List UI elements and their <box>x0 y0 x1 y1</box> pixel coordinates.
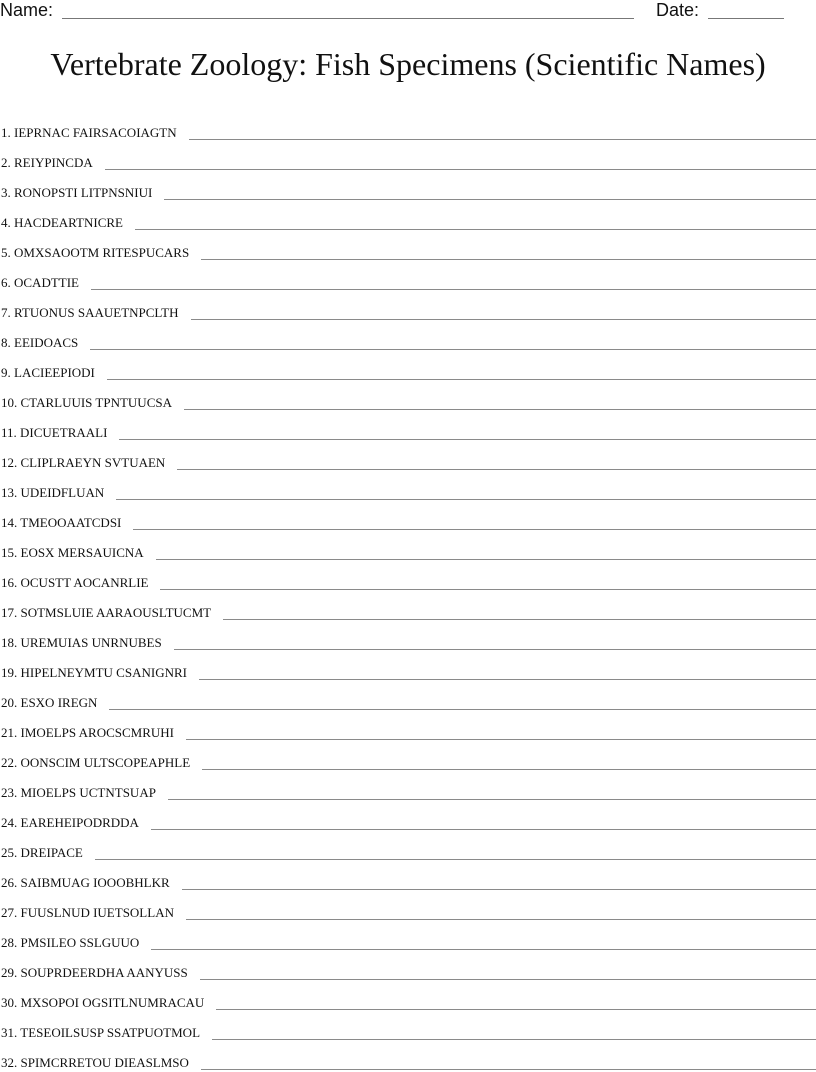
answer-line[interactable] <box>105 169 816 170</box>
question-number: 29. <box>1 965 18 980</box>
question-text <box>0 1025 200 1042</box>
question-text <box>0 575 148 592</box>
question-text <box>0 365 95 382</box>
question-row <box>0 982 816 1012</box>
question-row <box>0 442 816 472</box>
question-number: 7. <box>1 305 11 320</box>
question-number: 27. <box>1 905 18 920</box>
answer-line[interactable] <box>201 259 816 260</box>
question-row <box>0 472 816 502</box>
question-row <box>0 892 816 922</box>
question-number: 21. <box>1 725 18 740</box>
question-text <box>0 725 174 742</box>
question-text <box>0 485 104 502</box>
question-row <box>0 172 816 202</box>
question-row <box>0 832 816 862</box>
question-text <box>0 665 187 682</box>
question-number: 17. <box>1 605 18 620</box>
answer-line[interactable] <box>91 289 816 290</box>
scrambled-word: MXSOPOI OGSITLNUMRACAU <box>20 995 205 1010</box>
question-text <box>0 425 107 442</box>
question-text <box>0 545 144 562</box>
answer-line[interactable] <box>107 379 816 380</box>
question-number: 30. <box>1 995 18 1010</box>
question-number: 31. <box>1 1025 18 1040</box>
question-text <box>0 605 211 622</box>
question-row <box>0 682 816 712</box>
question-text <box>0 185 152 202</box>
question-number: 19. <box>1 665 18 680</box>
answer-line[interactable] <box>164 199 816 200</box>
question-text <box>0 635 162 652</box>
question-row <box>0 202 816 232</box>
question-text <box>0 245 189 262</box>
answer-line[interactable] <box>151 829 816 830</box>
question-text <box>0 155 93 172</box>
answer-line[interactable] <box>177 469 816 470</box>
question-row <box>0 322 816 352</box>
question-number: 12. <box>1 455 18 470</box>
question-number: 8. <box>1 335 11 350</box>
question-text <box>0 935 139 952</box>
answer-line[interactable] <box>216 1009 816 1010</box>
question-number: 2. <box>1 155 11 170</box>
scrambled-word: OCADTTIE <box>14 275 79 290</box>
scrambled-word: TESEOILSUSP SSATPUOTMOL <box>20 1025 201 1040</box>
question-number: 15. <box>1 545 18 560</box>
question-number: 6. <box>1 275 11 290</box>
question-number: 13. <box>1 485 18 500</box>
date-field-line[interactable] <box>708 18 784 19</box>
answer-line[interactable] <box>160 589 816 590</box>
question-row <box>0 232 816 262</box>
question-text <box>0 215 123 232</box>
answer-line[interactable] <box>223 619 816 620</box>
name-label: Name: <box>0 0 54 20</box>
question-number: 1. <box>1 125 11 140</box>
answer-line[interactable] <box>202 769 816 770</box>
question-row <box>0 292 816 322</box>
scrambled-word: MIOELPS UCTNTSUAP <box>20 785 156 800</box>
question-number: 10. <box>1 395 18 410</box>
question-number: 25. <box>1 845 18 860</box>
answer-line[interactable] <box>116 499 816 500</box>
question-row <box>0 1042 816 1072</box>
scrambled-word: PMSILEO SSLGUUO <box>20 935 140 950</box>
question-text <box>0 755 190 772</box>
question-text <box>0 785 156 802</box>
question-number: 5. <box>1 245 11 260</box>
answer-line[interactable] <box>200 979 816 980</box>
question-row <box>0 922 816 952</box>
question-text <box>0 335 78 352</box>
question-number: 4. <box>1 215 11 230</box>
question-row <box>0 352 816 382</box>
scrambled-word: CLIPLRAEYN SVTUAEN <box>20 455 166 470</box>
question-row <box>0 562 816 592</box>
question-text <box>0 125 177 142</box>
scrambled-word: SOUPRDEERDHA AANYUSS <box>20 965 188 980</box>
answer-line[interactable] <box>95 859 816 860</box>
answer-line[interactable] <box>212 1039 816 1040</box>
question-row <box>0 772 816 802</box>
scrambled-word: DICUETRAALI <box>20 425 108 440</box>
scrambled-word: EOSX MERSAUICNA <box>20 545 144 560</box>
question-row <box>0 652 816 682</box>
scrambled-word: IEPRNAC FAIRSACOIAGTN <box>14 125 177 140</box>
answer-line[interactable] <box>189 139 816 140</box>
answer-line[interactable] <box>199 679 816 680</box>
question-text <box>0 845 83 862</box>
question-row <box>0 502 816 532</box>
scrambled-word: SPIMCRRETOU DIEASLMSO <box>20 1055 189 1070</box>
answer-line[interactable] <box>156 559 816 560</box>
worksheet-title: Vertebrate Zoology: Fish Specimens (Scientific Names) <box>50 46 766 82</box>
answer-line[interactable] <box>151 949 816 950</box>
answer-line[interactable] <box>109 709 816 710</box>
answer-line[interactable] <box>184 409 816 410</box>
scrambled-word: OCUSTT AOCANRLIE <box>20 575 149 590</box>
question-row <box>0 262 816 292</box>
question-number: 22. <box>1 755 18 770</box>
scrambled-word: UDEIDFLUAN <box>20 485 105 500</box>
date-label: Date: <box>656 0 700 20</box>
scrambled-word: UREMUIAS UNRNUBES <box>20 635 162 650</box>
scrambled-word: SOTMSLUIE AARAOUSLTUCMT <box>20 605 212 620</box>
scrambled-word: OONSCIM ULTSCOPEAPHLE <box>20 755 191 770</box>
scrambled-word: RONOPSTI LITPNSNIUI <box>14 185 153 200</box>
question-row <box>0 1012 816 1042</box>
scrambled-word: HACDEARTNICRE <box>14 215 123 230</box>
answer-line[interactable] <box>168 799 816 800</box>
question-number: 24. <box>1 815 18 830</box>
question-text <box>0 275 79 292</box>
question-row <box>0 382 816 412</box>
question-number: 32. <box>1 1055 18 1070</box>
question-text <box>0 875 170 892</box>
question-text <box>0 305 179 322</box>
question-number: 20. <box>1 695 18 710</box>
question-row <box>0 712 816 742</box>
question-text <box>0 1055 189 1072</box>
question-number: 16. <box>1 575 18 590</box>
question-number: 3. <box>1 185 11 200</box>
scrambled-word: IMOELPS AROCSCMRUHI <box>20 725 175 740</box>
answer-line[interactable] <box>201 1069 816 1070</box>
scrambled-word: EAREHEIPODRDDA <box>20 815 139 830</box>
worksheet-header <box>0 0 816 24</box>
question-number: 11. <box>1 425 17 440</box>
scrambled-word: LACIEEPIODI <box>14 365 95 380</box>
answer-line[interactable] <box>182 889 816 890</box>
answer-line[interactable] <box>186 739 816 740</box>
scrambled-word: RTUONUS SAAUETNPCLTH <box>14 305 179 320</box>
question-row <box>0 532 816 562</box>
question-list <box>0 112 816 1072</box>
question-number: 23. <box>1 785 18 800</box>
answer-line[interactable] <box>119 439 816 440</box>
scrambled-word: CTARLUUIS TPNTUUCSA <box>20 395 172 410</box>
question-row <box>0 802 816 832</box>
scrambled-word: TMEOOAATCDSI <box>20 515 122 530</box>
question-text <box>0 815 139 832</box>
question-number: 28. <box>1 935 18 950</box>
scrambled-word: EEIDOACS <box>14 335 79 350</box>
question-text <box>0 905 174 922</box>
question-row <box>0 862 816 892</box>
question-text <box>0 395 172 412</box>
scrambled-word: OMXSAOOTM RITESPUCARS <box>14 245 190 260</box>
question-number: 14. <box>1 515 18 530</box>
question-row <box>0 622 816 652</box>
question-row <box>0 142 816 172</box>
question-text <box>0 695 97 712</box>
answer-line[interactable] <box>174 649 816 650</box>
name-field-line[interactable] <box>62 18 634 19</box>
question-row <box>0 742 816 772</box>
question-text <box>0 455 165 472</box>
question-row <box>0 592 816 622</box>
answer-line[interactable] <box>191 319 816 320</box>
answer-line[interactable] <box>135 229 816 230</box>
question-number: 26. <box>1 875 18 890</box>
scrambled-word: REIYPINCDA <box>14 155 93 170</box>
question-row <box>0 112 816 142</box>
question-text <box>0 995 204 1012</box>
answer-line[interactable] <box>133 529 816 530</box>
scrambled-word: DREIPACE <box>20 845 83 860</box>
answer-line[interactable] <box>90 349 816 350</box>
question-number: 9. <box>1 365 11 380</box>
scrambled-word: SAIBMUAG IOOOBHLKR <box>20 875 170 890</box>
scrambled-word: ESXO IREGN <box>20 695 98 710</box>
question-row <box>0 412 816 442</box>
question-row <box>0 952 816 982</box>
answer-line[interactable] <box>186 919 816 920</box>
scrambled-word: FUUSLNUD IUETSOLLAN <box>20 905 174 920</box>
question-text <box>0 965 188 982</box>
question-text <box>0 515 121 532</box>
question-number: 18. <box>1 635 18 650</box>
scrambled-word: HIPELNEYMTU CSANIGNRI <box>20 665 187 680</box>
